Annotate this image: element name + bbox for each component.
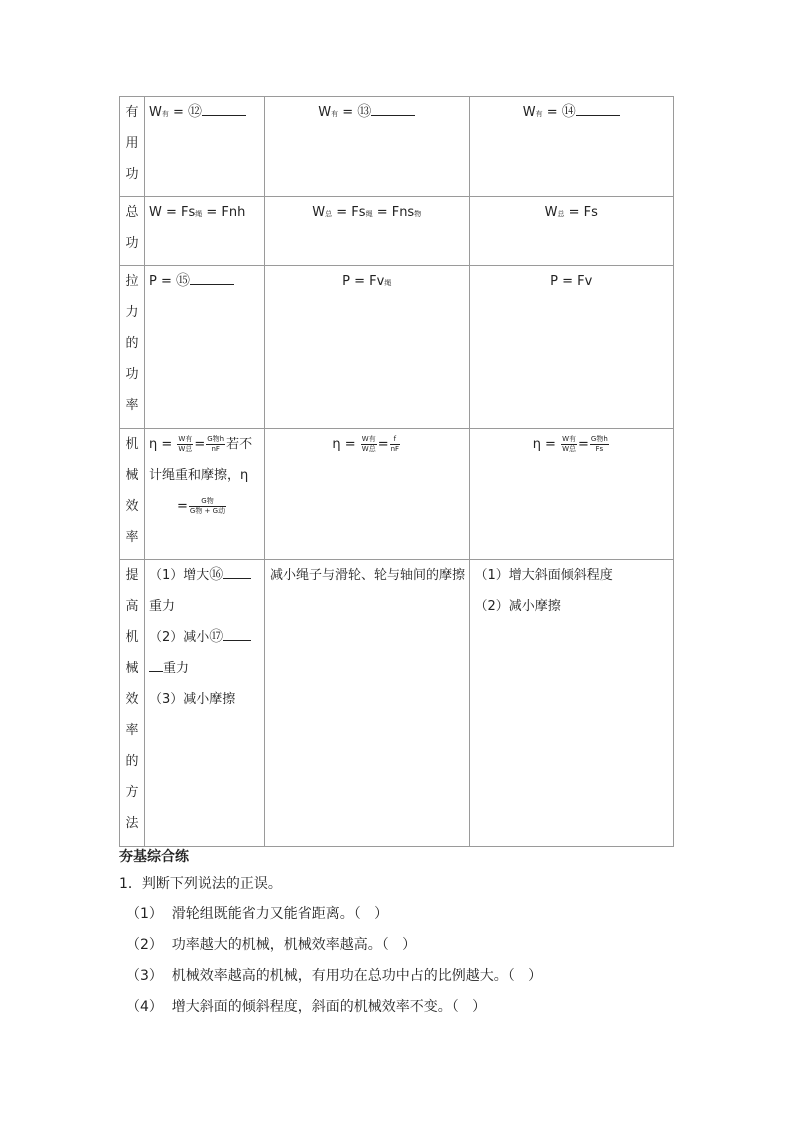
cell-efficiency-incline: η = $\frac{\text{W有}}{\text{W总}}$ = $\frac{\text{G物h}}{Fs}$ <box>469 429 674 560</box>
cell-power-incline <box>469 266 674 429</box>
question-item: （4） 增大斜面的倾斜程度，斜面的机械效率不变。（ ） <box>126 999 487 1015</box>
method-text: （1）增大斜面倾斜程度 <box>474 568 613 583</box>
row-header-char: 机 <box>125 437 139 452</box>
row-header-char: 力 <box>125 305 139 320</box>
row-header-power <box>120 266 145 429</box>
row-header-char: 功 <box>125 367 139 382</box>
formula-text: = Fns <box>372 205 415 220</box>
cell-methods-pulley <box>145 560 265 847</box>
row-header-char: 高 <box>125 599 139 614</box>
row-header-char: 械 <box>125 661 139 676</box>
fraction-numerator: G物h <box>207 435 225 443</box>
row-header-char: 用 <box>125 136 139 151</box>
fraction <box>361 435 377 454</box>
cell-methods-incline <box>469 560 674 847</box>
fraction-denominator: Fs <box>595 445 604 453</box>
formula-text: 计绳重和摩擦，η <box>149 468 249 483</box>
fraction <box>561 435 577 454</box>
row-header-useful-work <box>120 97 145 197</box>
answer-blank[interactable] <box>371 101 415 116</box>
cell-methods-horizontal <box>265 560 470 847</box>
method-text: 重力 <box>149 599 176 614</box>
section-title: 夯基综合练 <box>119 849 189 865</box>
formula-subscript: 总 <box>557 210 565 218</box>
answer-blank[interactable] <box>223 626 251 641</box>
cell-efficiency-horizontal: η = $\frac{\text{W有}}{\text{W总}}$ = $\frac{f}{nF}$ <box>265 429 470 560</box>
cell-total-work-incline <box>469 197 674 266</box>
fraction <box>189 497 226 516</box>
answer-blank[interactable] <box>576 101 620 116</box>
fraction-numerator: G物 <box>189 497 226 507</box>
row-header-char: 械 <box>125 468 139 483</box>
question-item: （3） 机械效率越高的机械，有用功在总功中占的比例越大。（ ） <box>126 968 543 984</box>
table-row <box>120 429 674 560</box>
formula-subscript: 绳 <box>195 210 203 218</box>
question-item: （1） 滑轮组既能省力又能省距离。（ ） <box>126 906 389 922</box>
comparison-table <box>119 96 674 847</box>
row-header-char: 率 <box>125 530 139 545</box>
eta-symbol: η = <box>532 437 561 452</box>
fraction-denominator: W总 <box>361 445 376 453</box>
formula-text: = Fs <box>564 205 598 220</box>
table-row <box>120 560 674 847</box>
formula-subscript: 绳 <box>365 210 373 218</box>
formula-equals: = <box>168 105 189 120</box>
fraction <box>177 435 193 454</box>
eta-symbol: η = <box>332 437 360 452</box>
cell-useful-work-horizontal <box>265 97 470 197</box>
table-row <box>120 266 674 429</box>
fraction <box>390 435 400 454</box>
blank-number: ⑭ <box>561 104 576 120</box>
method-text: （3）减小摩擦 <box>149 692 236 707</box>
fraction-numerator: f <box>390 435 400 445</box>
cell-power-pulley <box>145 266 265 429</box>
formula-text: P = Fv <box>342 274 385 289</box>
row-header-char: 的 <box>125 754 139 769</box>
formula-equals: = <box>338 105 358 120</box>
row-header-char: 方 <box>125 785 139 800</box>
answer-blank[interactable] <box>202 101 246 116</box>
row-header-char: 机 <box>125 630 139 645</box>
answer-blank[interactable] <box>149 657 163 672</box>
method-text: （2）减小摩擦 <box>474 599 561 614</box>
formula-subscript: 绳 <box>384 279 392 287</box>
formula-text: P = Fv <box>550 274 593 289</box>
method-text: （1）增大 <box>149 568 210 583</box>
fraction <box>590 435 609 454</box>
fraction-denominator: G物 + G动 <box>189 507 226 515</box>
fraction-denominator: W总 <box>562 445 577 453</box>
formula-subscript: 总 <box>325 210 333 218</box>
cell-total-work-pulley <box>145 197 265 266</box>
row-header-char: 有 <box>125 105 139 120</box>
cell-useful-work-incline <box>469 97 674 197</box>
answer-blank[interactable] <box>223 564 251 579</box>
row-header-char: 功 <box>125 167 139 182</box>
formula-text: P = <box>149 274 176 289</box>
row-header-char: 拉 <box>125 274 139 289</box>
blank-number: ⑮ <box>176 273 190 289</box>
blank-number: ⑫ <box>188 104 203 120</box>
row-header-char: 率 <box>125 398 139 413</box>
row-header-char: 效 <box>125 692 139 707</box>
cell-power-horizontal <box>265 266 470 429</box>
row-header-char: 的 <box>125 336 139 351</box>
table-row <box>120 97 674 197</box>
fraction-numerator: W有 <box>562 435 577 443</box>
answer-blank[interactable] <box>190 270 234 285</box>
formula-text: = Fs <box>332 205 366 220</box>
row-header-char: 总 <box>125 205 139 220</box>
fraction-denominator: W总 <box>178 445 193 453</box>
fraction-numerator: G物h <box>590 435 608 443</box>
method-text: （2）减小 <box>149 630 210 645</box>
eta-symbol: η = <box>149 437 177 452</box>
fraction-numerator: W有 <box>361 435 376 443</box>
row-header-char: 效 <box>125 499 139 514</box>
fraction <box>206 435 225 454</box>
formula-text: 若不 <box>226 437 253 452</box>
row-header-total-work <box>120 197 145 266</box>
formula-symbol: W <box>522 105 536 120</box>
formula-subscript: 有 <box>161 110 169 118</box>
formula-subscript: 有 <box>331 110 339 118</box>
cell-efficiency-pulley: η = $\frac{\text{W有}}{\text{W总}}$ = $\frac{\text{G物h}}{nF}$ 若不 计绳重和摩擦，η = $\frac{\text{G物}}{\text{G物 + G动}}$ <box>145 429 265 560</box>
cell-total-work-horizontal <box>265 197 470 266</box>
formula-equals: = <box>542 105 562 120</box>
formula-text: W <box>312 205 326 220</box>
formula-symbol: W <box>318 105 332 120</box>
fraction-denominator: nF <box>390 445 400 453</box>
row-header-char: 率 <box>125 723 139 738</box>
formula-symbol: W <box>149 105 162 120</box>
fraction-denominator: nF <box>211 445 220 453</box>
blank-number: ⑬ <box>357 104 372 120</box>
row-header-char: 提 <box>125 568 139 583</box>
question-item: （2） 功率越大的机械，机械效率越高。（ ） <box>126 937 417 953</box>
formula-subscript: 有 <box>535 110 543 118</box>
formula-subscript: 物 <box>414 210 422 218</box>
table-row <box>120 197 674 266</box>
blank-number: ⑯ <box>209 567 224 583</box>
row-header-efficiency <box>120 429 145 560</box>
formula-text: W <box>544 205 558 220</box>
fraction-numerator: W有 <box>178 435 193 443</box>
cell-useful-work-pulley <box>145 97 265 197</box>
method-text: 重力 <box>163 661 190 676</box>
row-header-char: 法 <box>125 816 139 831</box>
row-header-methods <box>120 560 145 847</box>
formula-text: W = Fs <box>149 205 196 220</box>
question-title: 1．判断下列说法的正误。 <box>119 876 282 892</box>
row-header-char: 功 <box>125 236 139 251</box>
blank-number: ⑰ <box>209 629 224 645</box>
method-text: 减小绳子与滑轮、轮与轴间的摩擦 <box>270 568 466 583</box>
formula-text: = Fnh <box>202 205 246 220</box>
